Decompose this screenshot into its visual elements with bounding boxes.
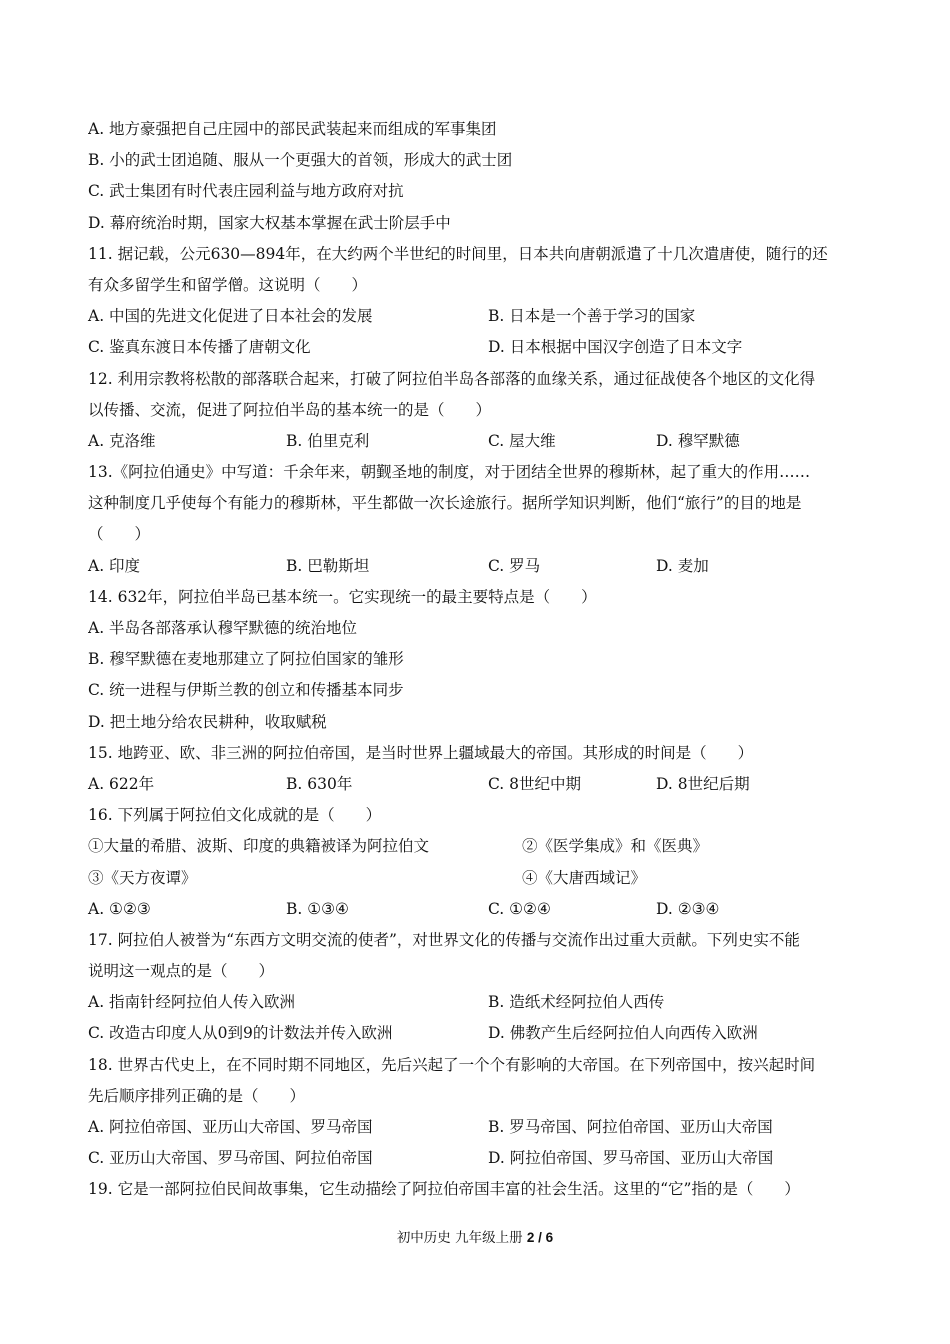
q11-option-a: A. 中国的先进文化促进了日本社会的发展: [88, 307, 373, 326]
q11-option-d: D. 日本根据中国汉字创造了日本文字: [488, 338, 743, 357]
q11-option-c: C. 鉴真东渡日本传播了唐朝文化: [88, 338, 311, 357]
q10-option-b: B. 小的武士团追随、服从一个更强大的首领，形成大的武士团: [88, 151, 513, 170]
q17-option-b: B. 造纸术经阿拉伯人西传: [488, 993, 665, 1012]
q11-options-row-1: [88, 301, 868, 332]
q18-option-a: A. 阿拉伯帝国、亚历山大帝国、罗马帝国: [88, 1118, 373, 1136]
q18-option-c: C. 亚历山大帝国、罗马帝国、阿拉伯帝国: [88, 1149, 373, 1168]
q14-option-c: C. 统一进程与伊斯兰教的创立和传播基本同步: [88, 681, 404, 700]
q16-option-d: D. ②③④: [656, 899, 720, 918]
q14-option-a: A. 半岛各部落承认穆罕默德的统治地位: [88, 619, 358, 637]
q15-options: [88, 769, 868, 800]
q13-stem-line-2: 这种制度几乎使每个有能力的穆斯林，平生都做一次长途旅行。据所学知识判断，他们“旅行”的目的地是: [88, 494, 802, 513]
q13-options: [88, 551, 868, 582]
q13-option-b: B. 巴勒斯坦: [286, 556, 370, 575]
q17-options-row-1: [88, 987, 868, 1018]
q18-stem-line-2: 先后顺序排列正确的是（ ）: [88, 1086, 306, 1105]
q11-option-b: B. 日本是一个善于学习的国家: [488, 307, 696, 326]
q18-option-d: D. 阿拉伯帝国、罗马帝国、亚历山大帝国: [488, 1149, 774, 1168]
q11-stem-line-1: 11. 据记载，公元630—894年，在大约两个半世纪的时间里，日本共向唐朝派遣了十几次遣唐使，随行的还: [88, 244, 828, 263]
q16-options: [88, 894, 868, 925]
q11-stem-line-2: 有众多留学生和留学僧。这说明（ ）: [88, 275, 368, 294]
q18-stem-line-1: 18. 世界古代史上，在不同时期不同地区，先后兴起了一个个有影响的大帝国。在下列帝国中，按兴起时间: [88, 1055, 816, 1074]
q12-stem-line-1: 12. 利用宗教将松散的部落联合起来，打破了阿拉伯半岛各部落的血缘关系，通过征战使各个地区的文化得: [88, 369, 816, 388]
q19-stem: 19. 它是一部阿拉伯民间故事集，它生动描绘了阿拉伯帝国丰富的社会生活。这里的“它”指的是（ ）: [88, 1180, 800, 1199]
q18-options-row-2: [88, 1143, 868, 1174]
q10-option-a: A. 地方豪强把自己庄园中的部民武装起来而组成的军事集团: [88, 120, 497, 138]
q18-option-b: B. 罗马帝国、阿拉伯帝国、亚历山大帝国: [488, 1118, 773, 1136]
q16-option-a: A. ①②③: [88, 899, 151, 918]
q12-option-d: D. 穆罕默德: [656, 431, 740, 450]
q15-stem: 15. 地跨亚、欧、非三洲的阿拉伯帝国，是当时世界上疆域最大的帝国。其形成的时间是（ ）: [88, 743, 754, 762]
q16-item-1: ①大量的希腊、波斯、印度的典籍被译为阿拉伯文: [88, 837, 430, 856]
q18-options-row-1: [88, 1112, 868, 1143]
q12-options: [88, 426, 868, 457]
page-number: 2 / 6: [526, 1230, 554, 1245]
q16-option-b: B. ①③④: [286, 899, 349, 918]
footer-text: 初中历史 九年级上册: [396, 1230, 527, 1246]
q12-stem-line-2: 以传播、交流，促进了阿拉伯半岛的基本统一的是（ ）: [88, 400, 492, 419]
q12-option-c: C. 屋大维: [488, 431, 556, 450]
q13-option-c: C. 罗马: [488, 556, 541, 575]
q10-option-d: D. 幕府统治时期，国家大权基本掌握在武士阶层手中: [88, 213, 451, 232]
page-footer: [0, 1228, 950, 1248]
q13-option-a: A. 印度: [88, 556, 141, 575]
q16-item-3: ③《天方夜谭》: [88, 868, 197, 887]
q13-stem-line-3: （ ）: [88, 525, 151, 544]
q17-options-row-2: [88, 1018, 868, 1049]
q16-items-row-2: [88, 863, 868, 894]
q12-option-b: B. 伯里克利: [286, 431, 370, 450]
q15-option-a: A. 622年: [88, 774, 155, 793]
question-content: [88, 114, 868, 1206]
q14-stem: 14. 632年，阿拉伯半岛已基本统一。它实现统一的最主要特点是（ ）: [88, 587, 597, 606]
q16-item-4: ④《大唐西域记》: [522, 868, 647, 887]
q15-option-b: B. 630年: [286, 774, 353, 793]
q13-stem-line-1: 13.《阿拉伯通史》中写道：千余年来，朝觐圣地的制度，对于团结全世界的穆斯林，起了重大的作用……: [88, 463, 811, 482]
q14-option-b: B. 穆罕默德在麦地那建立了阿拉伯国家的雏形: [88, 650, 404, 669]
q12-option-a: A. 克洛维: [88, 431, 156, 450]
q15-option-c: C. 8世纪中期: [488, 774, 582, 793]
q14-option-d: D. 把土地分给农民耕种，收取赋税: [88, 712, 327, 731]
q17-option-c: C. 改造古印度人从0到9的计数法并传入欧洲: [88, 1024, 393, 1043]
q17-option-d: D. 佛教产生后经阿拉伯人向西传入欧洲: [488, 1024, 758, 1043]
q17-stem-line-1: 17. 阿拉伯人被誉为“东西方文明交流的使者”，对世界文化的传播与交流作出过重大贡献。下列史实不能: [88, 930, 800, 949]
q16-option-c: C. ①②④: [488, 899, 551, 918]
q15-option-d: D. 8世纪后期: [656, 774, 750, 793]
q10-option-c: C. 武士集团有时代表庄园利益与地方政府对抗: [88, 182, 404, 201]
q16-items-row-1: [88, 831, 868, 862]
q17-option-a: A. 指南针经阿拉伯人传入欧洲: [88, 993, 296, 1012]
q16-item-2: ②《医学集成》和《医典》: [522, 837, 709, 856]
q16-stem: 16. 下列属于阿拉伯文化成就的是（ ）: [88, 806, 382, 825]
q17-stem-line-2: 说明这一观点的是（ ）: [88, 962, 275, 981]
q11-options-row-2: [88, 332, 868, 363]
q13-option-d: D. 麦加: [656, 556, 709, 575]
